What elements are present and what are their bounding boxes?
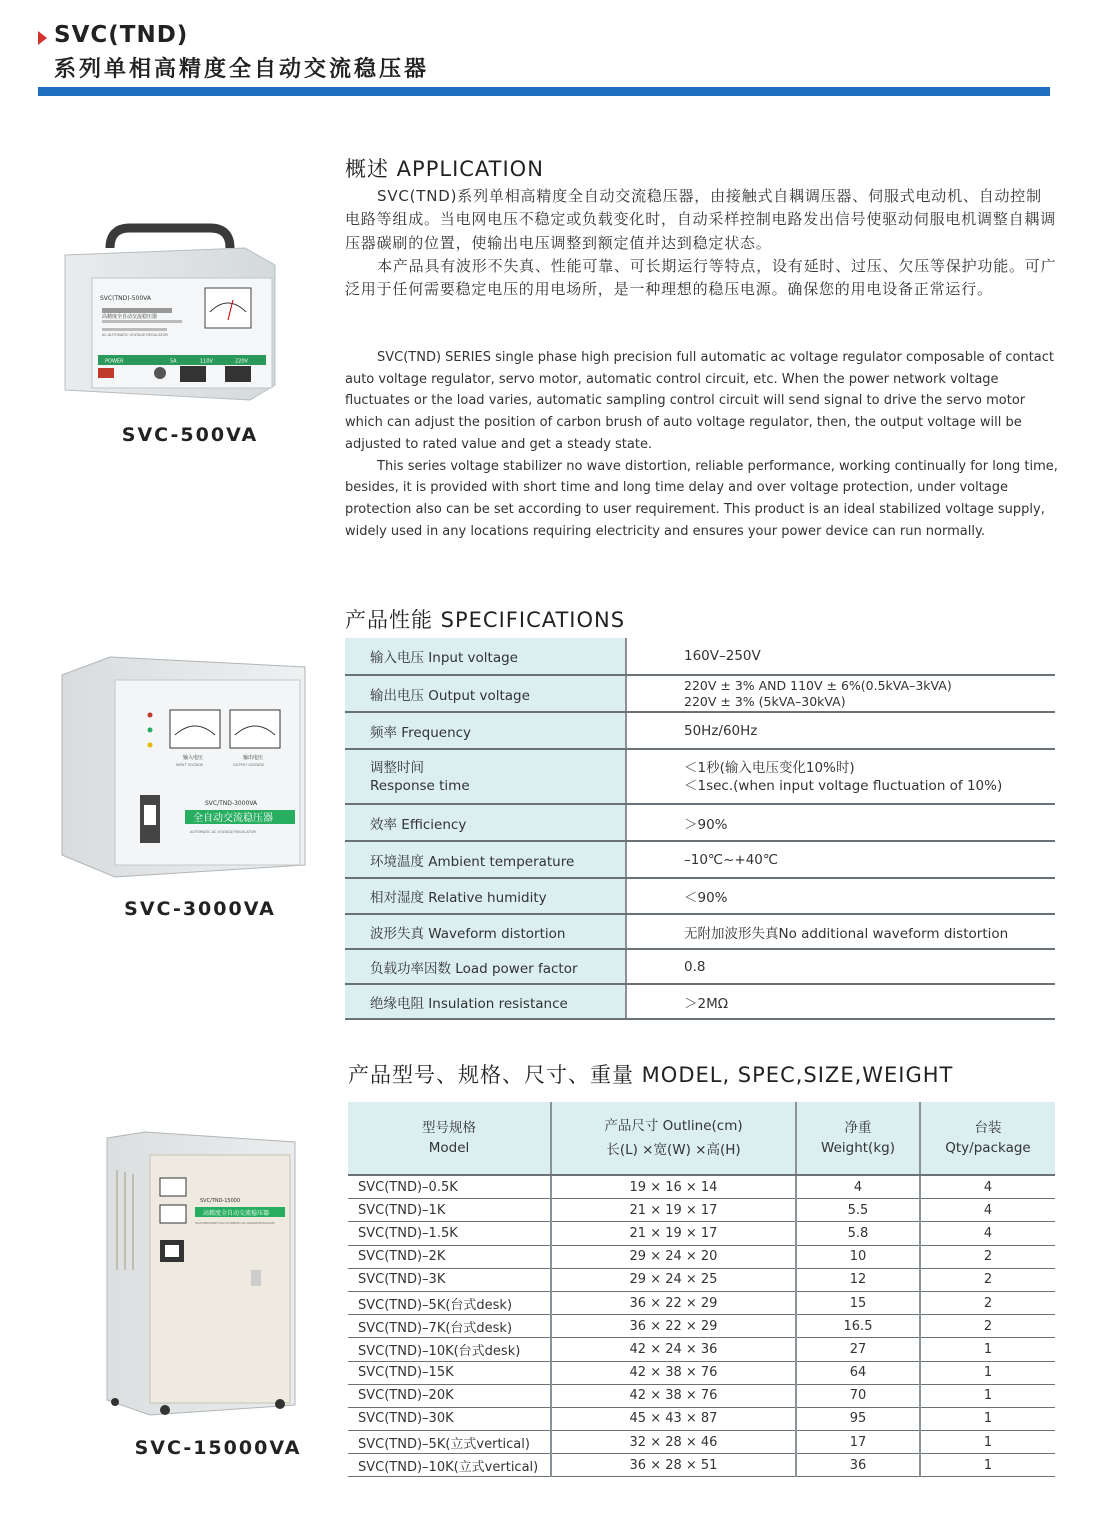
weight-cell: 95: [796, 1407, 920, 1430]
qty-cell: 1: [920, 1384, 1055, 1407]
model-cell: SVC(TND)–0.5K: [348, 1175, 551, 1199]
table-row: [348, 1431, 1055, 1454]
product-3000va-meter-sub-2: OUTPUT VOLTAGE: [233, 763, 265, 767]
spec-value: 50Hz/60Hz: [626, 712, 1055, 749]
product-15000va-panel-cn: 高精度全自动交流稳压器: [203, 1210, 270, 1217]
application-en-paragraph: SVC(TND) SERIES single phase high precision full automatic ac voltage regulator composable of contact auto voltage regulator, servo motor, automatic control circuit, etc. When the power network voltage fluctuates or the load varies, automatic sampling control circuit will send signal to drive the servo motor which can adjust the position of carbon brush of auto voltage regulator, then, the output voltage will be adjusted to rated value and get a steady state.: [345, 350, 1055, 452]
spec-value: 0.8: [626, 949, 1055, 984]
spec-value: ＞2MΩ: [626, 984, 1055, 1019]
product-caption-3000va: SVC-3000VA: [124, 898, 276, 920]
table-row: [348, 1338, 1055, 1361]
outline-cell: 29 × 24 × 20: [551, 1245, 796, 1268]
spec-value: [626, 749, 1055, 804]
models-header-weight: [796, 1102, 920, 1175]
spec-key: 输出电压 Output voltage: [345, 675, 626, 712]
spec-value: 160V–250V: [626, 638, 1055, 675]
application-title: 概述 APPLICATION: [345, 157, 544, 181]
qty-cell: 2: [920, 1245, 1055, 1268]
models-header-row: [348, 1102, 1055, 1175]
product-500va-panel-cn: 高精度全自动交流稳压器: [102, 314, 158, 320]
outline-cell: 36 × 22 × 29: [551, 1291, 796, 1314]
model-cell: SVC(TND)–5K(立式vertical): [348, 1431, 551, 1454]
spec-row: [345, 804, 1055, 841]
model-cell: SVC(TND)–20K: [348, 1384, 551, 1407]
weight-cell: 10: [796, 1245, 920, 1268]
product-image-3000va: [60, 655, 310, 880]
table-row: [348, 1222, 1055, 1245]
qty-cell: 4: [920, 1199, 1055, 1222]
specifications-table: [345, 638, 1055, 1020]
spec-row: [345, 749, 1055, 804]
product-image-500va: [60, 220, 280, 405]
table-row: [348, 1245, 1055, 1268]
weight-cell: 5.5: [796, 1199, 920, 1222]
qty-cell: 1: [920, 1361, 1055, 1384]
spec-value-line: 220V ± 3% (5kVA–30kVA): [684, 693, 846, 709]
header-line: 型号规格: [422, 1120, 476, 1136]
product-3000va-panel-model: SVC/TND-3000VA: [205, 800, 258, 807]
table-row: [348, 1454, 1055, 1477]
qty-cell: 4: [920, 1222, 1055, 1245]
product-500va-panel-en: AC AUTOMATIC VOLTAGE REGULATOR: [102, 333, 168, 337]
spec-row: [345, 984, 1055, 1019]
spec-key: 负载功率因数 Load power factor: [345, 949, 626, 984]
qty-cell: 2: [920, 1315, 1055, 1338]
spec-key: 环境温度 Ambient temperature: [345, 841, 626, 878]
product-15000va-panel-model: SVC/TND-15000: [200, 1198, 241, 1204]
model-cell: SVC(TND)–10K(台式desk): [348, 1338, 551, 1361]
outline-cell: 42 × 38 × 76: [551, 1384, 796, 1407]
spec-row: [345, 949, 1055, 984]
weight-cell: 15: [796, 1291, 920, 1314]
model-cell: SVC(TND)–3K: [348, 1268, 551, 1291]
product-3000va-meter-label-1: 输入电压: [183, 755, 204, 761]
model-cell: SVC(TND)–1K: [348, 1199, 551, 1222]
spec-value: ＜90%: [626, 878, 1055, 914]
weight-cell: 4: [796, 1175, 920, 1199]
header-line: Weight(kg): [821, 1140, 895, 1156]
outline-cell: 29 × 24 × 25: [551, 1268, 796, 1291]
application-en-paragraph: This series voltage stabilizer no wave distortion, reliable performance, working continually for long time, besides, it is provided with short time and long time delay and over voltage protection, under voltage protection also can be set according to user requirement. This product is an ideal stabilized voltage supply, widely used in any locations requiring electricity and ensures your power device can run normally.: [345, 458, 1058, 539]
qty-cell: 1: [920, 1338, 1055, 1361]
product-500va-power-label: POWER: [105, 358, 124, 365]
table-row: [348, 1361, 1055, 1384]
table-row: [348, 1175, 1055, 1199]
outline-cell: 42 × 24 × 36: [551, 1338, 796, 1361]
spec-key: 相对湿度 Relative humidity: [345, 878, 626, 914]
model-cell: SVC(TND)–15K: [348, 1361, 551, 1384]
header-line: 净重: [844, 1120, 872, 1136]
application-cn-text: [345, 185, 1057, 301]
spec-value: ＞90%: [626, 804, 1055, 841]
header-line: Qty/package: [945, 1140, 1031, 1156]
spec-row: [345, 638, 1055, 675]
qty-cell: 1: [920, 1454, 1055, 1477]
product-3000va-meter-label-2: 输出电压: [243, 755, 264, 761]
header-line: 产品尺寸 Outline(cm): [604, 1118, 743, 1134]
qty-cell: 2: [920, 1291, 1055, 1314]
qty-cell: 2: [920, 1268, 1055, 1291]
outline-cell: 21 × 19 × 17: [551, 1199, 796, 1222]
spec-key-line: 调整时间: [370, 759, 424, 776]
spec-key: 波形失真 Waveform distortion: [345, 914, 626, 949]
spec-row: [345, 914, 1055, 949]
spec-row: [345, 712, 1055, 749]
models-table: [348, 1102, 1055, 1477]
model-cell: SVC(TND)–5K(台式desk): [348, 1291, 551, 1314]
model-cell: SVC(TND)–2K: [348, 1245, 551, 1268]
product-image-15000va: [105, 1130, 300, 1420]
product-3000va-panel-cn: 全自动交流稳压器: [193, 813, 273, 824]
outline-cell: 42 × 38 × 76: [551, 1361, 796, 1384]
page-subtitle: 系列单相高精度全自动交流稳压器: [54, 57, 430, 82]
product-500va-outlet-label-1: 5A: [170, 358, 177, 365]
product-3000va-panel-en: AUTOMATIC AC VOLTAGE REGULATOR: [190, 830, 256, 834]
table-row: [348, 1268, 1055, 1291]
spec-key: 效率 Efficiency: [345, 804, 626, 841]
spec-value-line: 220V ± 3% AND 110V ± 6%(0.5kVA–3kVA): [684, 677, 952, 693]
product-500va-outlet-label-3: 220V: [235, 358, 248, 365]
product-caption-15000va: SVC-15000VA: [134, 1437, 302, 1459]
spec-row: [345, 841, 1055, 878]
spec-key-line: Response time: [370, 777, 470, 794]
specifications-title: 产品性能 SPECIFICATIONS: [345, 608, 626, 632]
product-500va-panel-model: SVC(TND)-500VA: [100, 295, 151, 302]
product-3000va-meter-sub-1: INPUT VOLTAGE: [176, 763, 204, 767]
weight-cell: 17: [796, 1431, 920, 1454]
header-line: 台装: [974, 1120, 1002, 1136]
header-divider-bar: [38, 87, 1050, 96]
spec-key: 频率 Frequency: [345, 712, 626, 749]
model-cell: SVC(TND)–30K: [348, 1407, 551, 1430]
spec-value: –10℃~+40℃: [626, 841, 1055, 878]
table-row: [348, 1384, 1055, 1407]
table-row: [348, 1315, 1055, 1338]
application-en-text: [345, 347, 1060, 542]
weight-cell: 70: [796, 1384, 920, 1407]
weight-cell: 36: [796, 1454, 920, 1477]
weight-cell: 64: [796, 1361, 920, 1384]
outline-cell: 45 × 43 × 87: [551, 1407, 796, 1430]
weight-cell: 27: [796, 1338, 920, 1361]
models-title: 产品型号、规格、尺寸、重量 MODEL, SPEC,SIZE,WEIGHT: [348, 1063, 954, 1087]
product-15000va-panel-en: HIGH PRECISION FULLY AUTOMATIC AC VOLTAGE REGULATOR: [195, 1222, 275, 1225]
spec-value: [626, 675, 1055, 712]
spec-row: [345, 878, 1055, 914]
spec-key: 输入电压 Input voltage: [345, 638, 626, 675]
models-header-qty: [920, 1102, 1055, 1175]
spec-value-line: ＜1sec.(when input voltage fluctuation of 10%): [684, 777, 1003, 794]
qty-cell: 1: [920, 1407, 1055, 1430]
outline-cell: 36 × 28 × 51: [551, 1454, 796, 1477]
table-row: [348, 1199, 1055, 1222]
model-cell: SVC(TND)–7K(台式desk): [348, 1315, 551, 1338]
table-row: [348, 1291, 1055, 1314]
header-line: 长(L) ×宽(W) ×高(H): [606, 1142, 741, 1158]
weight-cell: 5.8: [796, 1222, 920, 1245]
spec-value: 无附加波形失真No additional waveform distortion: [626, 914, 1055, 949]
models-header-outline: [551, 1102, 796, 1175]
model-cell: SVC(TND)–10K(立式vertical): [348, 1454, 551, 1477]
header-line: Model: [428, 1140, 470, 1156]
spec-value-line: ＜1秒(输入电压变化10%时): [684, 759, 855, 776]
spec-key: 绝缘电阻 Insulation resistance: [345, 984, 626, 1019]
outline-cell: 32 × 28 × 46: [551, 1431, 796, 1454]
header-arrow-icon: [38, 31, 47, 45]
page-title: SVC(TND): [54, 22, 189, 48]
table-row: [348, 1407, 1055, 1430]
qty-cell: 1: [920, 1431, 1055, 1454]
weight-cell: 16.5: [796, 1315, 920, 1338]
weight-cell: 12: [796, 1268, 920, 1291]
application-cn-paragraph: 本产品具有波形不失真、性能可靠、可长期运行等特点，设有延时、过压、欠压等保护功能。可广泛用于任何需要稳定电压的用电场所，是一种理想的稳压电源。确保您的用电设备正常运行。: [345, 256, 1057, 299]
spec-key: [345, 749, 626, 804]
qty-cell: 4: [920, 1175, 1055, 1199]
models-header-model: [348, 1102, 551, 1175]
outline-cell: 36 × 22 × 29: [551, 1315, 796, 1338]
product-500va-outlet-label-2: 110V: [200, 358, 213, 365]
product-caption-500va: SVC-500VA: [121, 424, 259, 446]
outline-cell: 21 × 19 × 17: [551, 1222, 796, 1245]
application-cn-paragraph: SVC(TND)系列单相高精度全自动交流稳压器，由接触式自耦调压器、伺服式电动机、自动控制电路等组成。当电网电压不稳定或负载变化时，自动采样控制电路发出信号使驱动伺服电机调整自耦调压器碳刷的位置，使输出电压调整到额定值并达到稳定状态。: [345, 187, 1057, 252]
outline-cell: 19 × 16 × 14: [551, 1175, 796, 1199]
model-cell: SVC(TND)–1.5K: [348, 1222, 551, 1245]
models-table-body: [348, 1175, 1055, 1477]
spec-row: [345, 675, 1055, 712]
